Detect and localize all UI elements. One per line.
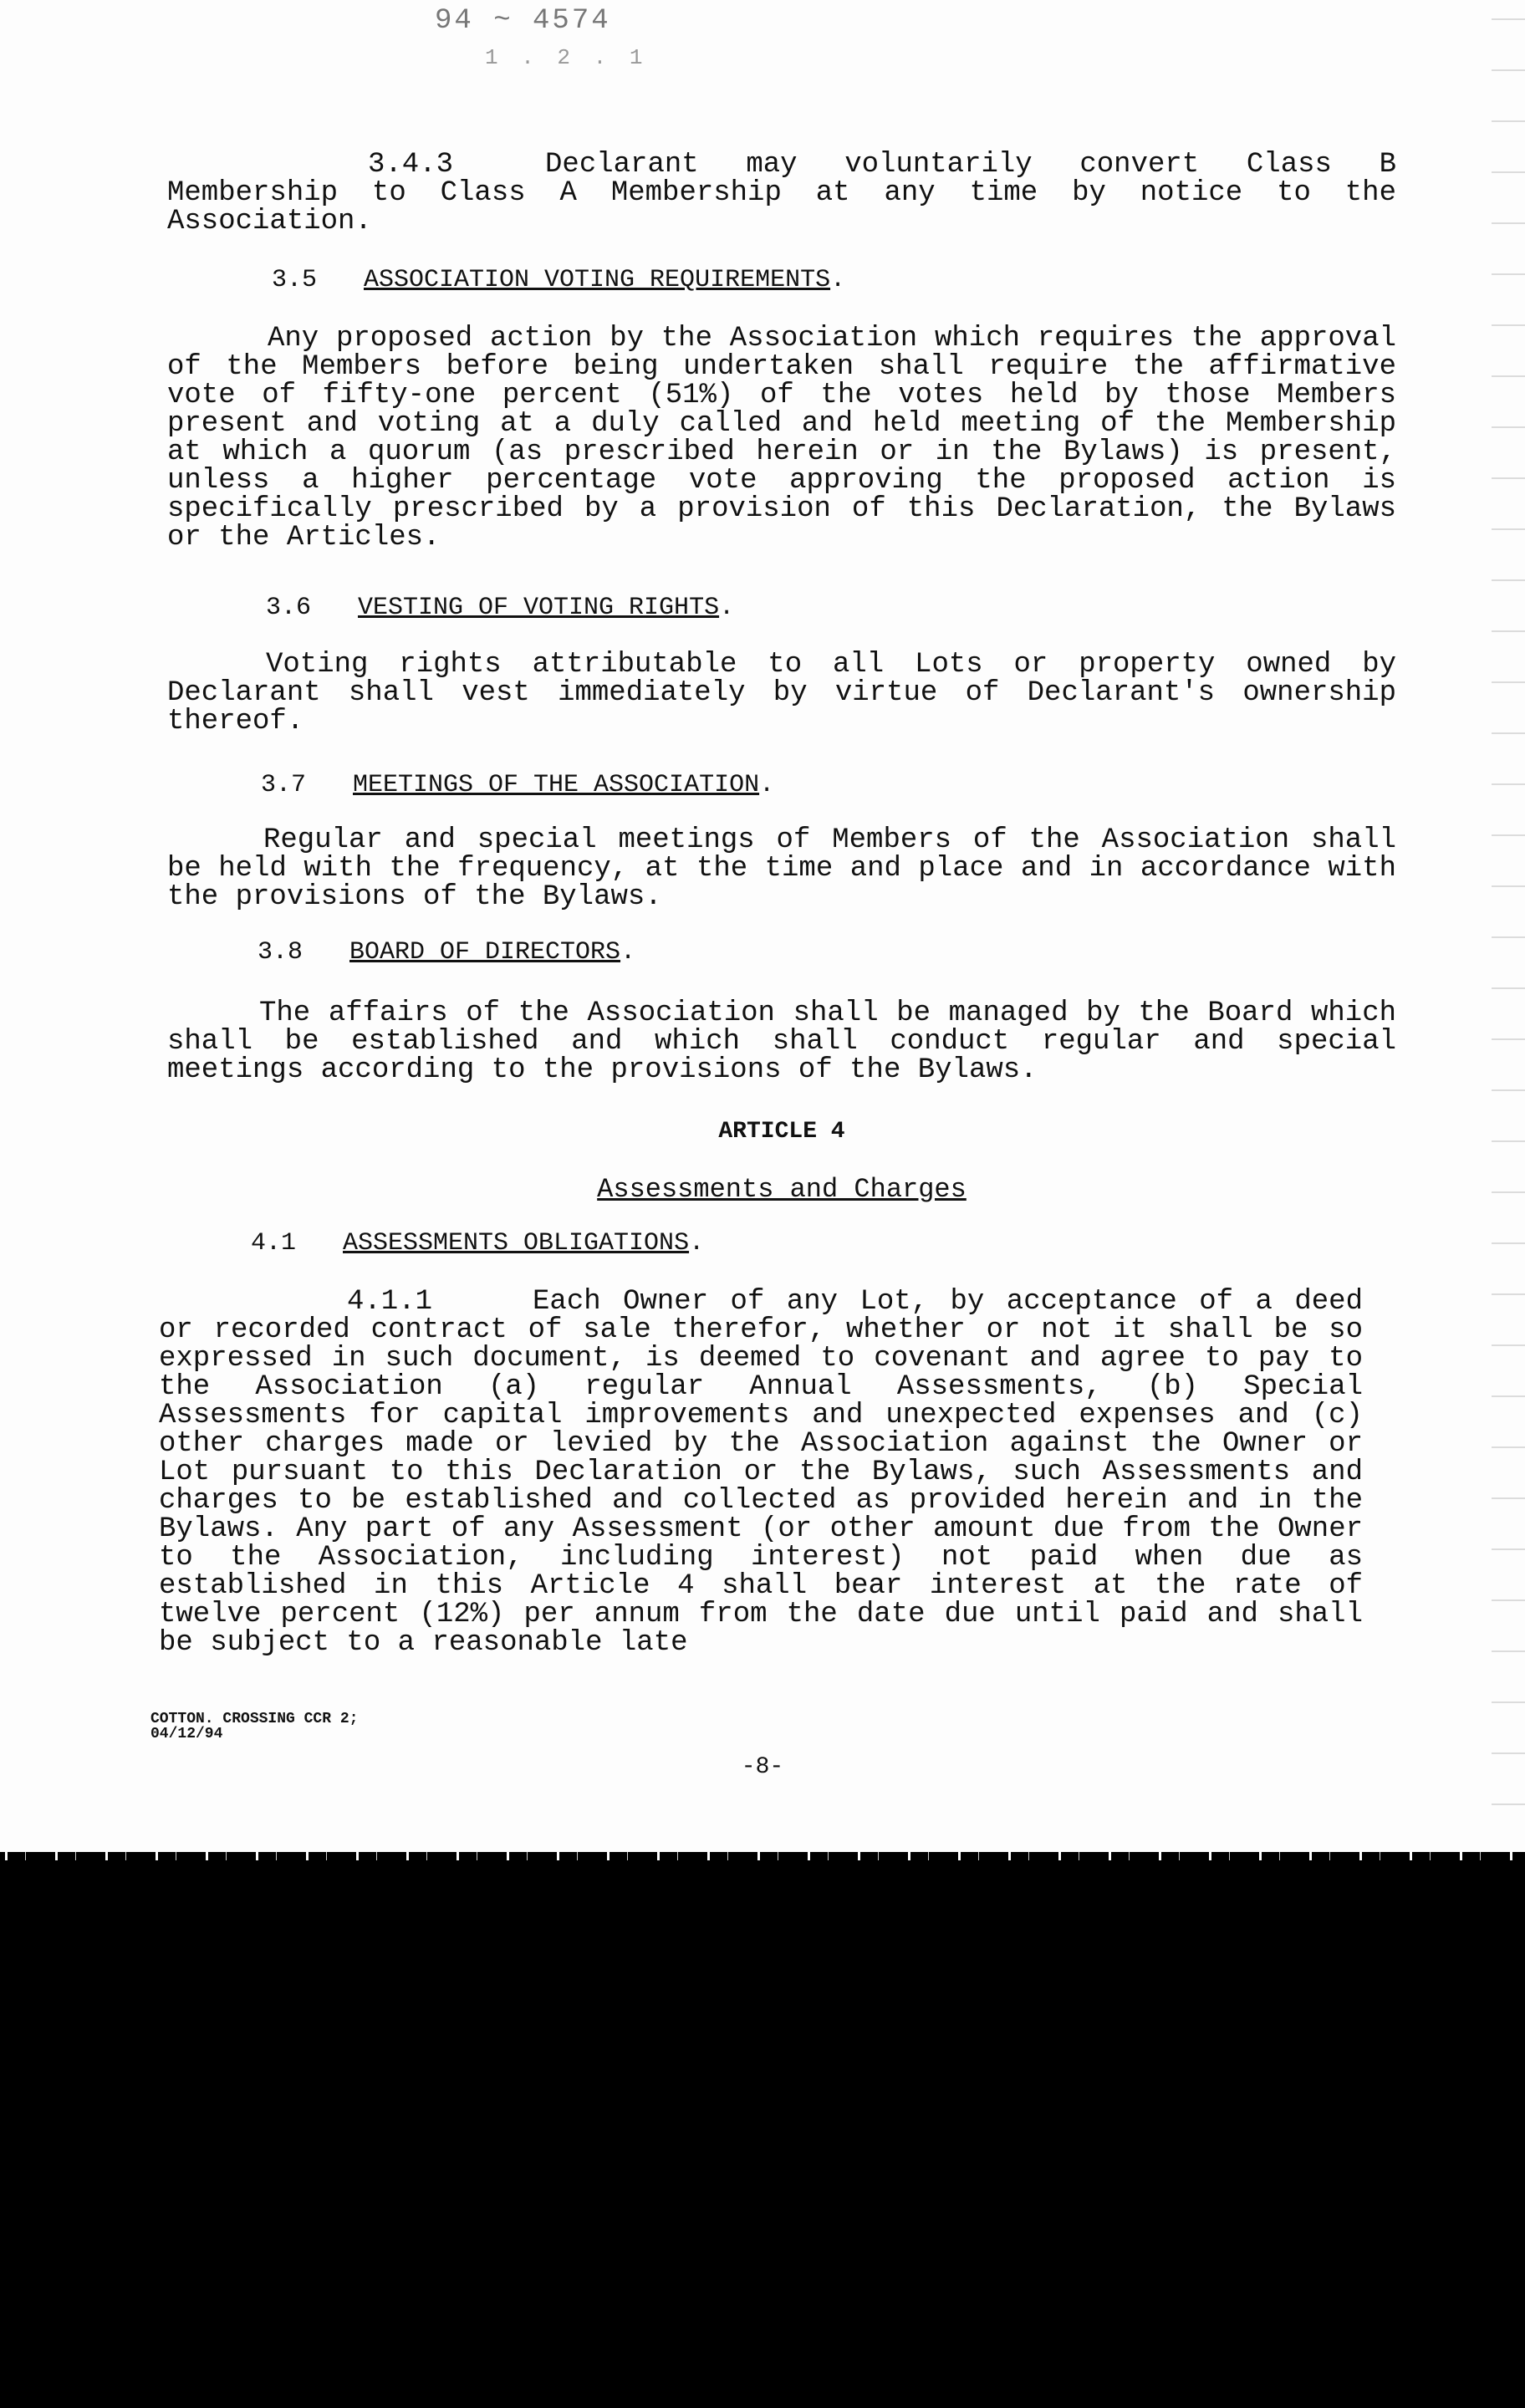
section-4-1-title: ASSESSMENTS OBLIGATIONS [343, 1229, 690, 1258]
section-3-5-title: ASSOCIATION VOTING REQUIREMENTS [364, 266, 831, 294]
scan-black-area [0, 1860, 1525, 2408]
section-4-1-1-number: 4.1.1 [347, 1286, 433, 1318]
article-subtitle: Assessments and Charges [597, 1174, 967, 1205]
section-3-8-number: 3.8 [258, 938, 303, 967]
scan-margin-noise [1492, 0, 1525, 1852]
section-3-4-3-paragraph [167, 150, 1396, 236]
section-3-5-number: 3.5 [272, 266, 318, 294]
page-number: -8- [741, 1754, 784, 1780]
section-4-1-1-paragraph [159, 1288, 1363, 1657]
section-3-8-paragraph: The affairs of the Association shall be managed by the Board which shall be established and which shall conduct regular and special meetings according to the provisions of the Bylaws. [167, 997, 1396, 1086]
section-3-5-paragraph: Any proposed action by the Association which requires the approval of the Members before being undertaken shall require the affirmative vote of fifty-one percent (51%) of the votes held by those Members present and voting at a duly called and held meeting of the Membership at which a quorum (as prescribed herein or in the Bylaws) is present, unless a higher percentage vote approving the proposed action is specifically prescribed by a provision of this Declaration, the Bylaws or the Articles. [167, 323, 1396, 554]
section-4-1-heading: 4.1 ASSESSMENTS OBLIGATIONS. [251, 1229, 705, 1258]
section-3-7-body [167, 826, 1396, 911]
recording-stamp-sub: 1 . 2 . 1 [485, 45, 648, 70]
section-4-1-1-text: Each Owner of any Lot, by acceptance of a deed or recorded contract of sale therefor, whether or not it shall be so expressed in such document, is deemed to covenant and agree to pay to the Association (a) regular Annual Assessments, (b) Special Assessments for capital improvements and unexpected expenses and (c) other charges made or levied by the Association against the Owner or Lot pursuant to this Declaration or the Bylaws, such Assessments and charges to be established and collected as provided herein and in the Bylaws. Any part of any Assessment (or other amount due from the Owner to the Association, including interest) not paid when due as established in this Article 4 shall bear interest at the rate of twelve percent (12%) per annum from the date due until paid and shall be subject to a reasonable late [159, 1286, 1363, 1659]
section-3-5-body [167, 324, 1396, 552]
section-3-6-body [167, 650, 1396, 736]
section-3-6-paragraph: Voting rights attributable to all Lots or property owned by Declarant shall vest immediately by virtue of Declarant's ownership thereof. [167, 649, 1396, 737]
section-4-1-number: 4.1 [251, 1229, 297, 1258]
section-3-5-heading: 3.5 ASSOCIATION VOTING REQUIREMENTS. [272, 266, 846, 294]
section-3-6-heading: 3.6 VESTING OF VOTING RIGHTS. [266, 594, 735, 622]
section-3-6-number: 3.6 [266, 594, 312, 622]
section-3-7-heading: 3.7 MEETINGS OF THE ASSOCIATION. [261, 771, 775, 799]
footer-file-name: COTTON. CROSSING CCR 2; [150, 1711, 359, 1727]
section-4-1-1 [159, 1288, 1363, 1657]
section-3-8-title: BOARD OF DIRECTORS [349, 938, 621, 967]
footer-date: 04/12/94 [150, 1726, 223, 1742]
section-3-7-title: MEETINGS OF THE ASSOCIATION [353, 771, 760, 799]
article-title: ARTICLE 4 [718, 1119, 845, 1145]
section-3-4-3 [167, 150, 1396, 236]
section-3-7-number: 3.7 [261, 771, 307, 799]
document-footer [150, 1712, 358, 1742]
section-3-4-3-number: 3.4.3 [368, 149, 454, 181]
section-3-7-paragraph: Regular and special meetings of Members of the Association shall be held with the frequency, at the time and place and in accordance with the provisions of the Bylaws. [167, 824, 1396, 913]
section-3-6-title: VESTING OF VOTING RIGHTS [358, 594, 720, 622]
recording-stamp: 94 ~ 4574 [435, 5, 611, 37]
article-4-title-block [167, 1119, 1396, 1145]
article-4-subtitle-block [167, 1174, 1396, 1205]
section-3-4-3-text: Declarant may voluntarily convert Class B Membership to Class A Membership at any time by notice to the Association. [167, 149, 1396, 237]
section-3-8-heading: 3.8 BOARD OF DIRECTORS. [258, 938, 636, 967]
section-3-8-body [167, 999, 1396, 1084]
